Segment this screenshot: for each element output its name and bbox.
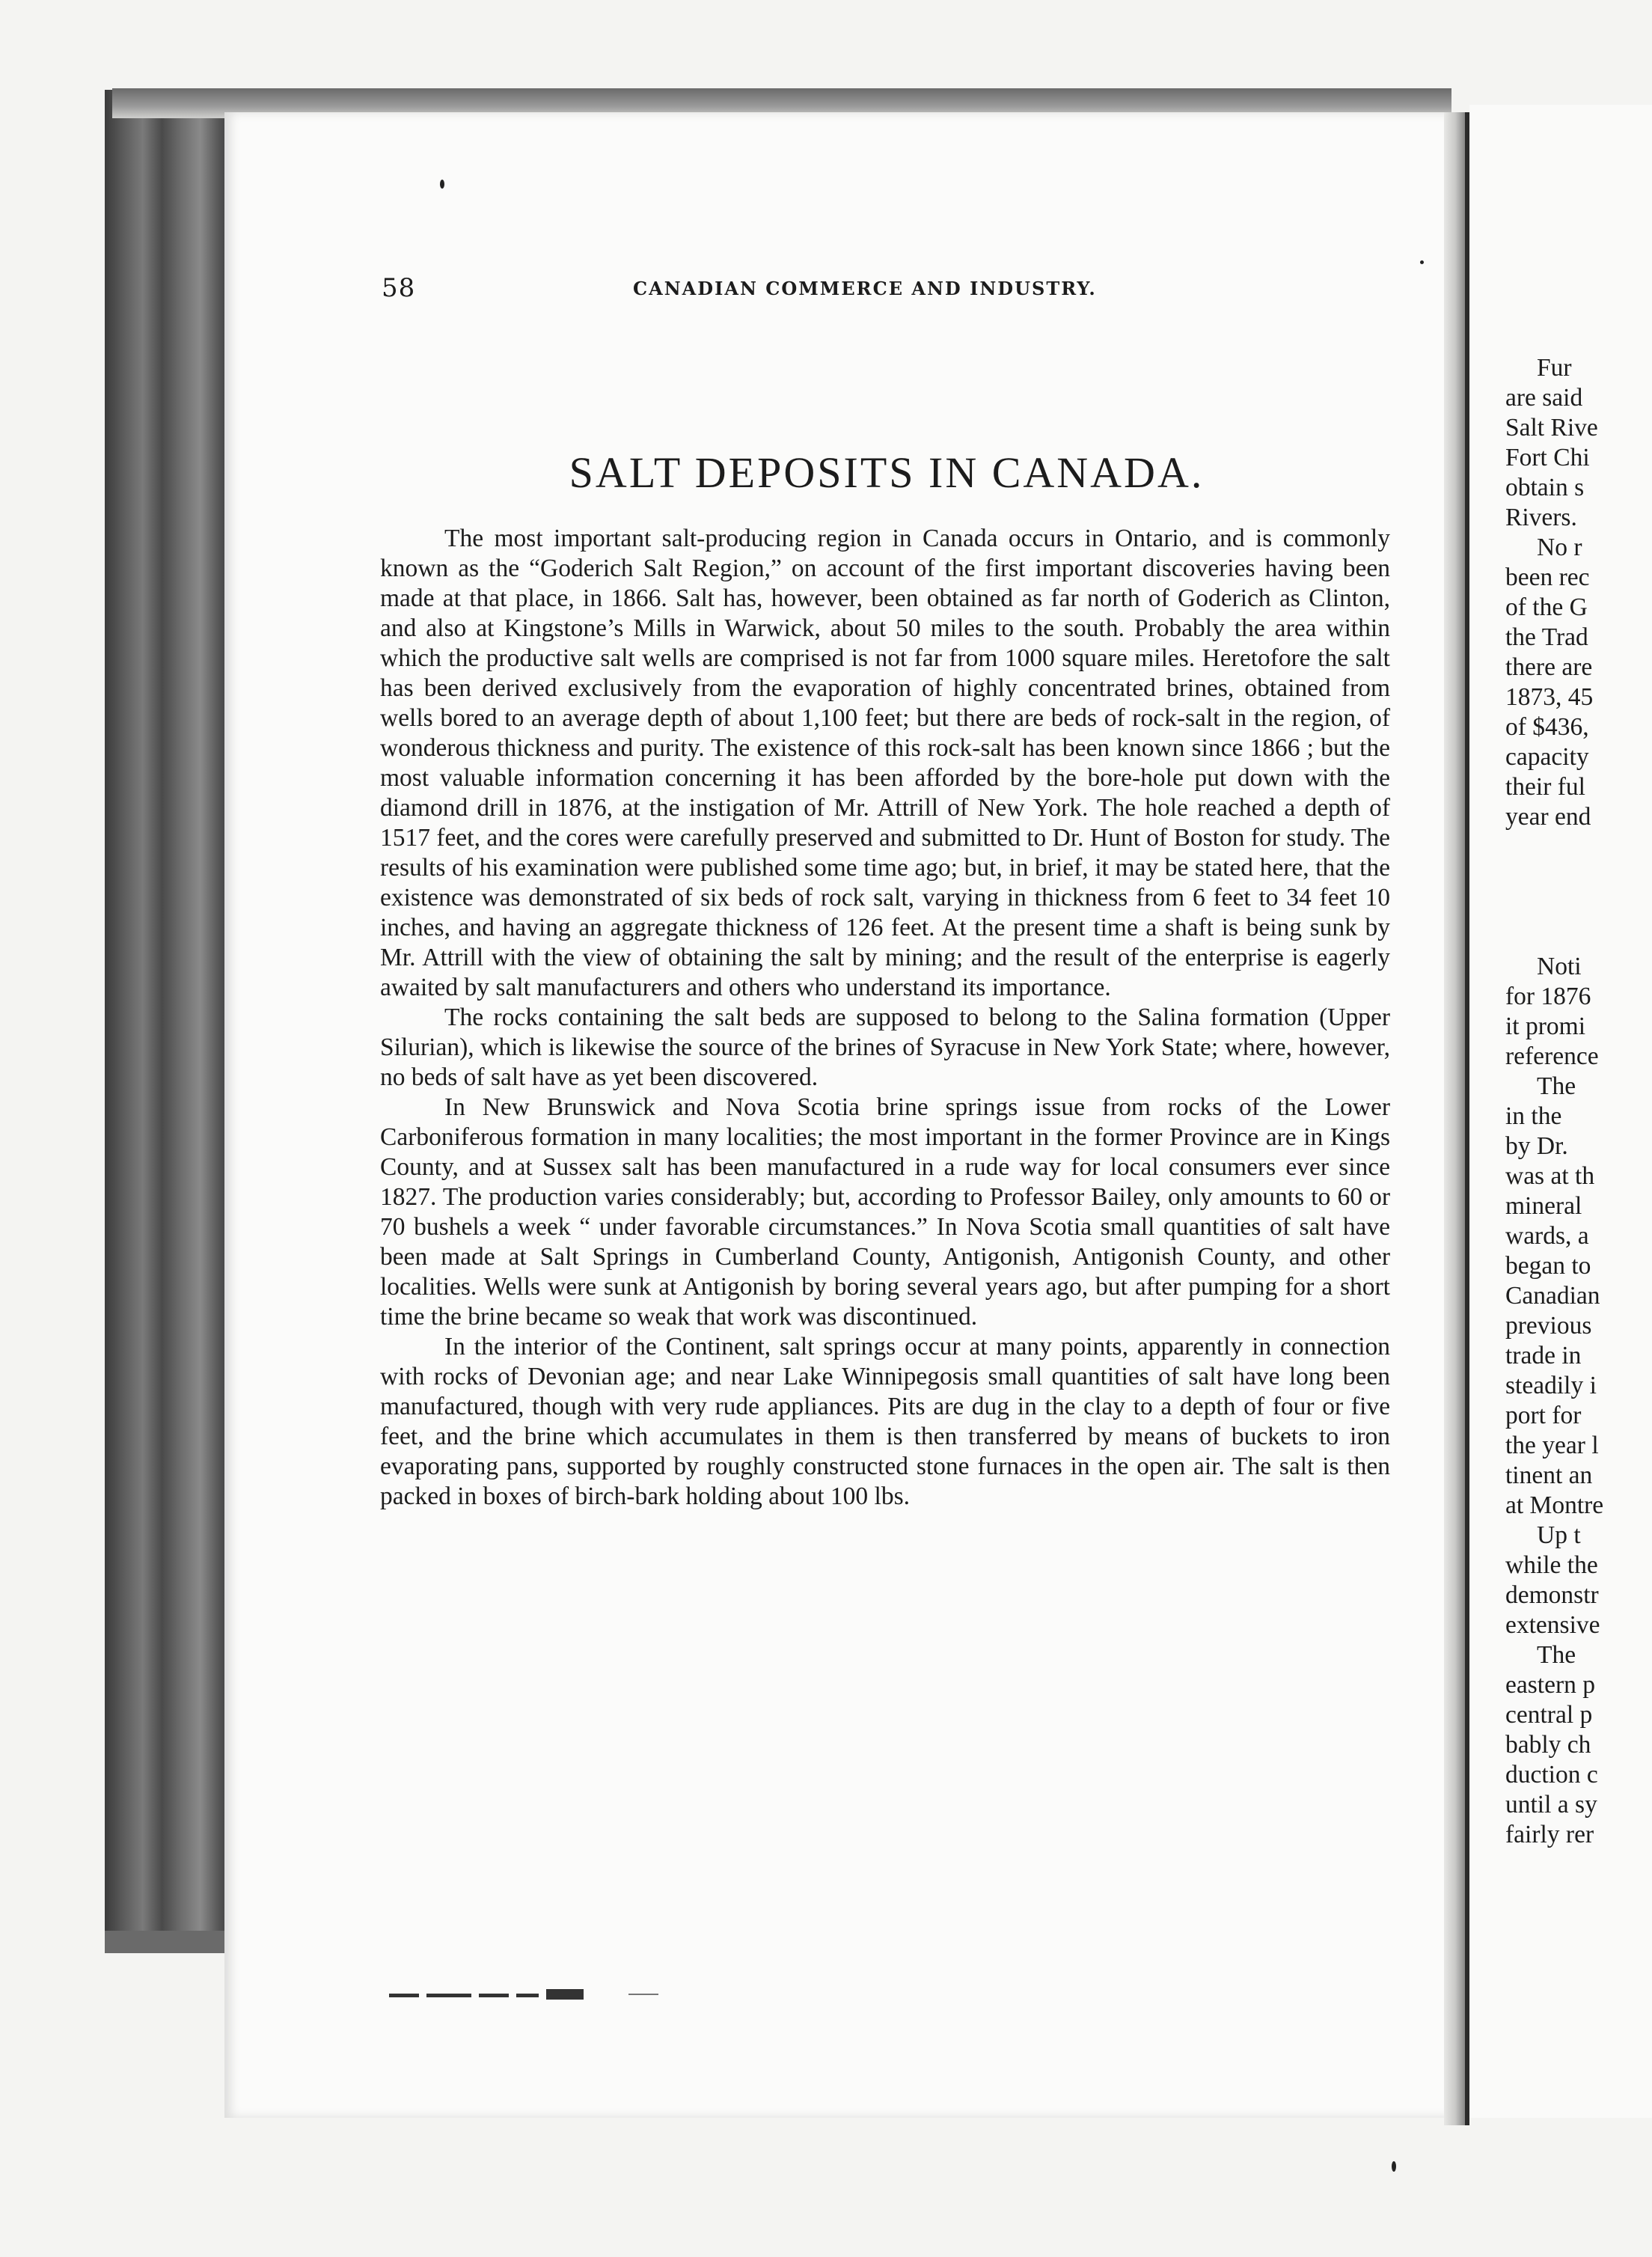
text-line: until a sy	[1505, 1791, 1597, 1818]
page-header	[382, 273, 1167, 303]
running-head: CANADIAN COMMERCE AND INDUSTRY.	[633, 278, 1097, 299]
article-title: SALT DEPOSITS IN CANADA.	[569, 448, 1205, 497]
text-line: previous	[1505, 1312, 1592, 1340]
right-page-text	[1505, 353, 1652, 1850]
text-line: central p	[1505, 1701, 1593, 1729]
text-line: eastern p	[1505, 1671, 1595, 1699]
book-spine	[105, 90, 232, 1946]
print-marks	[389, 1989, 673, 2003]
text-line: extensive	[1505, 1611, 1600, 1639]
text-line: it promi	[1505, 1013, 1586, 1040]
text-line: at Montre	[1505, 1491, 1604, 1519]
text-line: 1873, 45	[1505, 683, 1594, 711]
text-line: of the G	[1505, 593, 1588, 621]
text-line: reference	[1505, 1042, 1599, 1070]
text-line: fairly rer	[1505, 1821, 1594, 1848]
text-line: was at th	[1505, 1162, 1595, 1190]
text-line: tinent an	[1505, 1462, 1593, 1489]
right-page	[1469, 105, 1652, 2118]
text-line: Canadian	[1505, 1282, 1600, 1310]
film-speck	[1420, 260, 1424, 264]
text-line: The	[1537, 1641, 1576, 1669]
film-speck	[1392, 2161, 1396, 2172]
text-line: year end	[1505, 803, 1591, 831]
text-line: Rivers.	[1505, 504, 1577, 531]
text-line: port for	[1505, 1402, 1582, 1429]
paragraph: In New Brunswick and Nova Scotia brine springs issue from rocks of the Lower Carboniferous formation in many localities; the most important in the former Province are in Kings County, and at Sussex salt has been manufactured in a rude way for local consumers ever since 1827. The production varies considerably; but, according to Professor Bailey, only amounts to 60 or 70 bushels a week “ under favorable circumstances.” In Nova Scotia small quantities of salt have been made at Salt Springs in Cumberland County, Antigonish, Antigonish County, and other localities. Wells were sunk at Antigonish by boring several years ago, but after pumping for a short time the brine became so weak that work was discontinued.	[380, 1093, 1390, 1331]
text-line: the year l	[1505, 1432, 1599, 1459]
text-line: Up t	[1537, 1521, 1581, 1549]
text-line: The	[1537, 1072, 1576, 1100]
page-number: 58	[382, 273, 416, 303]
text-line: in the	[1505, 1102, 1562, 1130]
text-line: steadily i	[1505, 1372, 1597, 1399]
book-gutter	[1444, 112, 1466, 2125]
text-line: Fort Chi	[1505, 444, 1590, 471]
text-line: capacity	[1505, 743, 1589, 771]
text-line: No r	[1537, 534, 1582, 561]
text-line: began to	[1505, 1252, 1591, 1280]
paragraph: The most important salt-producing region in Canada occurs in Ontario, and is commonly known as the “Goderich Salt Region,” on account of the first important discoveries having been made at that place, in 1866. Salt has, however, been obtained as far north of Goderich as Clinton, and also at Kingstone’s Mills in Warwick, about 50 miles to the south. Probably the area within which the productive salt wells are comprised is not far from 1000 square miles. Heretofore the salt has been derived exclusively from the evaporation of highly concentrated brines, obtained from wells bored to an average depth of about 1,100 feet; but there are beds of rock-salt in the region, of wonderous thickness and purity. The existence of this rock-salt has been known since 1866 ; but the most valuable information concerning it has been afforded by the bore-hole put down with the diamond drill in 1876, at the instigation of Mr. Attrill of New York. The hole reached a depth of 1517 feet, and the cores were carefully preserved and submitted to Dr. Hunt of Boston for study. The results of his examination were published some time ago; but, in brief, it may be stated here, that the existence was demonstrated of six beds of rock salt, varying in thickness from 6 feet to 34 feet 10 inches, and having an aggregate thickness of 126 feet. At the present time a shaft is being sunk by Mr. Attrill with the view of obtaining the salt by mining; and the result of the enterprise is eagerly awaited by salt manufacturers and others who understand its importance.	[380, 525, 1390, 1001]
text-line: demonstr	[1505, 1581, 1599, 1609]
text-line: wards, a	[1505, 1222, 1589, 1250]
text-line: there are	[1505, 653, 1593, 681]
text-line: Noti	[1537, 953, 1582, 980]
text-line: bably ch	[1505, 1731, 1591, 1759]
text-line: Fur	[1537, 354, 1572, 382]
paragraph: The rocks containing the salt beds are supposed to belong to the Salina formation (Upper Silurian), which is likewise the source of the brines of Syracuse in New York State; where, however, no beds of salt have as yet been discovered.	[380, 1004, 1390, 1091]
paragraph: In the interior of the Continent, salt springs occur at many points, apparently in connection with rocks of Devonian age; and near Lake Winnipegosis small quantities of salt have long been manufactured, though with very rude appliances. Pits are dug in the clay to a depth of four or five feet, and the brine which accumulates in them is then transferred by means of buckets to iron evaporating pans, supported by roughly constructed stone furnaces in the open air. The salt is then packed in boxes of birch-bark holding about 100 lbs.	[380, 1333, 1390, 1510]
text-line: duction c	[1505, 1761, 1598, 1789]
text-line: by Dr.	[1505, 1132, 1568, 1160]
text-line: of $436,	[1505, 713, 1589, 741]
article-body	[380, 524, 1390, 1512]
text-line: Salt Rive	[1505, 414, 1598, 442]
text-line: mineral	[1505, 1192, 1582, 1220]
text-line: obtain s	[1505, 474, 1585, 501]
text-line: been rec	[1505, 564, 1590, 591]
text-line: for 1876	[1505, 983, 1591, 1010]
text-line: trade in	[1505, 1342, 1582, 1369]
text-line: while the	[1505, 1551, 1598, 1579]
text-line: are said	[1505, 384, 1583, 412]
text-line: the Trad	[1505, 623, 1588, 651]
film-speck	[440, 180, 444, 189]
text-line: their ful	[1505, 773, 1585, 801]
